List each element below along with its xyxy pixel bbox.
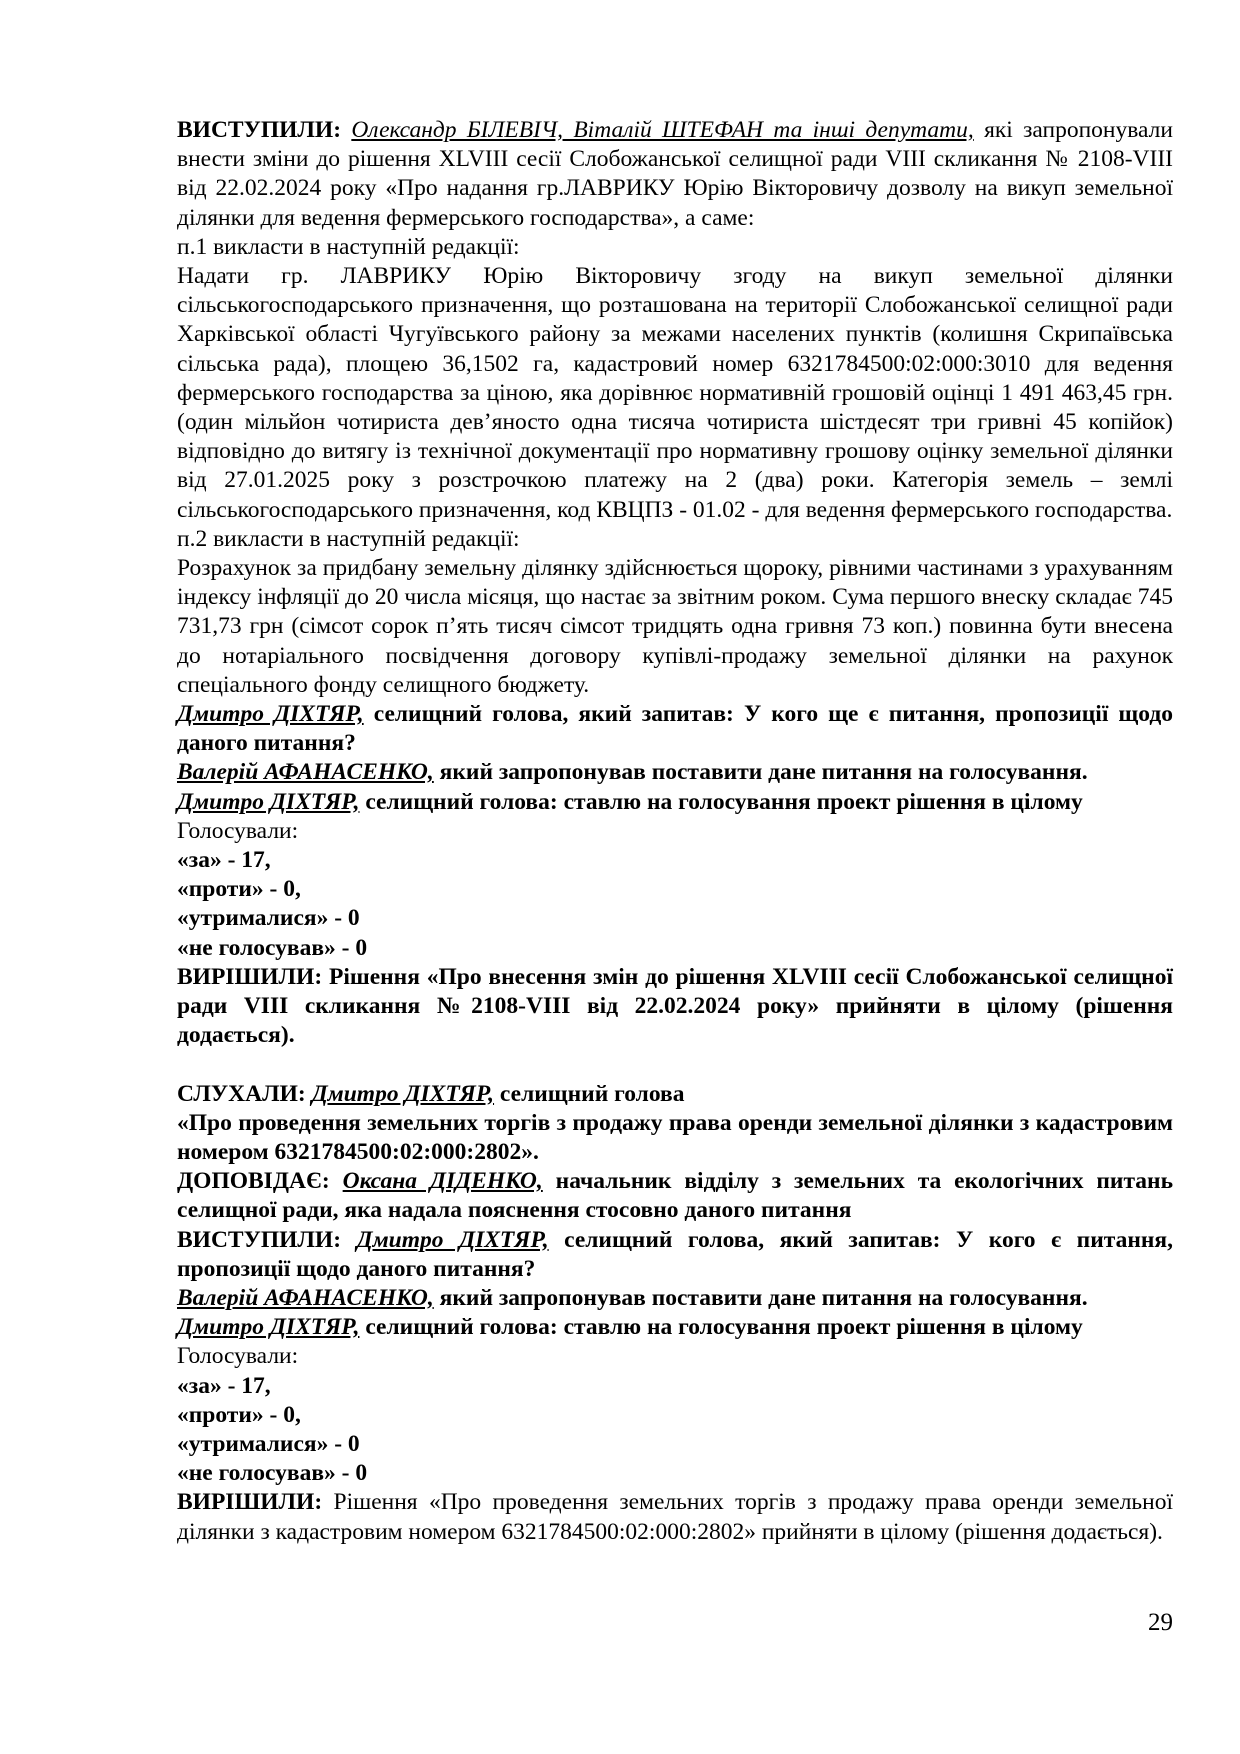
vote-call-speaker-2: Дмитро ДІХТЯР, xyxy=(177,1314,360,1341)
vote-for: «за» - 17, xyxy=(177,847,271,874)
topic-paragraph: «Про проведення земельних торгів з продажу права оренди земельної ділянки з кадастровим номером 6321784500:02:000:2802». xyxy=(177,1109,1173,1165)
report-speaker: Оксана ДІДЕНКО, xyxy=(342,1168,543,1195)
question-speaker: Дмитро ДІХТЯР, xyxy=(177,701,364,728)
decision-label-2: ВИРІШИЛИ: xyxy=(177,1489,323,1516)
proposal-paragraph-2 xyxy=(177,1284,1173,1313)
vote-call-paragraph-2 xyxy=(177,1313,1173,1342)
speakers-names: Олександр БІЛЕВІЧ, Віталій ШТЕФАН та інші депутати, xyxy=(351,117,974,143)
proposal-speaker: Валерій АФАНАСЕНКО, xyxy=(177,759,434,786)
vote-abstained-2: «утрималися» - 0 xyxy=(177,1430,360,1457)
p2-heading: п.2 викласти в наступній редакції: xyxy=(177,525,520,552)
proposal-speaker-2: Валерій АФАНАСЕНКО, xyxy=(177,1284,434,1311)
question-paragraph xyxy=(177,700,1173,758)
report-text: начальник відділу з земельних та екологічних питань селищної ради, яка надала пояснення стосовно даного питання xyxy=(177,1168,1173,1224)
proposal-text-2: який запропонував поставити дане питання на голосування. xyxy=(433,1284,1088,1311)
vote-not-voted-2: «не голосував» - 0 xyxy=(177,1460,368,1487)
proposal-paragraph xyxy=(177,758,1173,787)
decision-label: ВИРІШИЛИ: xyxy=(177,963,323,990)
report-label: ДОПОВІДАЄ: xyxy=(177,1168,330,1195)
heard-paragraph xyxy=(177,1080,1173,1109)
vote-call-text: селищний голова: ставлю на голосування проект рішення в цілому xyxy=(359,788,1083,815)
vote-for-2: «за» - 17, xyxy=(177,1372,271,1399)
p2-text: Розрахунок за придбану земельну ділянку здійснюється щороку, рівними частинами з урахуванням індексу інфляції до 20 числа місяця, що настає за звітним роком. Сума першого внеску складає 745 731,73 грн (сімсот сорок п’ять тисяч сімсот тридцять одна гривня 73 коп.) повинна бути внесена до нотаріального посвідчення договору купівлі-продажу земельної ділянки на рахунок спеціального фонду селищного бюджету. xyxy=(177,555,1173,698)
voted-label-2: Голосували: xyxy=(177,1343,299,1370)
decision-paragraph xyxy=(177,963,1173,1051)
decision-paragraph-2 xyxy=(177,1488,1173,1546)
section-spacer xyxy=(177,1051,1173,1080)
report-paragraph xyxy=(177,1167,1173,1225)
p1-text: Надати гр. ЛАВРИКУ Юрію Вікторовичу згоду на викуп земельної ділянки сільськогосподарського призначення, що розташована на території Слобожанської селищної ради Харківської області Чугуївського району за межами населених пунктів (колишня Скрипаївська сільська рада), площею 36,1502 га, кадастровий номер 6321784500:02:000:3010 для ведення фермерського господарства за ціною, яка дорівнює нормативній грошовій оцінці 1 491 463,45 грн. (один мільйон чотириста дев’яносто одна тисяча чотириста шістдесят три гривні 45 копійок) відповідно до витягу із технічної документації про нормативну грошову оцінку земельної ділянки від 27.01.2025 року з розстрочкою платежу на 2 (два) роки. Категорія земель – землі сільськогосподарського призначення, код КВЦПЗ - 01.02 - для ведення фермерського господарства. xyxy=(177,263,1173,523)
p1-heading: п.1 викласти в наступній редакції: xyxy=(177,233,520,260)
spoke-label: ВИСТУПИЛИ: xyxy=(177,1226,342,1253)
heard-speaker: Дмитро ДІХТЯР, xyxy=(311,1080,495,1107)
speakers-label: ВИСТУПИЛИ: xyxy=(177,117,342,143)
proposal-text: який запропонував поставити дане питання на голосування. xyxy=(433,759,1088,786)
vote-against-2: «проти» - 0, xyxy=(177,1401,301,1428)
intro-text: які запропонували внести зміни до рішення XLVIII сесії Слобожанської селищної ради VIII скликання № 2108-VIII від 22.02.2024 року «Про надання гр.ЛАВРИКУ Юрію Вікторовичу дозволу на викуп земельної ділянки для ведення фермерського господарства», а саме: xyxy=(177,117,1173,231)
vote-call-text-2: селищний голова: ставлю на голосування проект рішення в цілому xyxy=(359,1314,1083,1341)
question-text: селищний голова, який запитав: У кого ще є питання, пропозиції щодо даного питання? xyxy=(177,701,1173,757)
heard-label: СЛУХАЛИ: xyxy=(177,1080,306,1107)
vote-not-voted: «не голосував» - 0 xyxy=(177,934,368,961)
vote-call-paragraph xyxy=(177,788,1173,817)
spoke-paragraph xyxy=(177,1226,1173,1284)
page-number: 29 xyxy=(1148,1609,1173,1636)
decision-text-2: Рішення «Про проведення земельних торгів з продажу права оренди земельної ділянки з кадастровим номером 6321784500:02:000:2802» прийняти в цілому (рішення додається). xyxy=(177,1489,1173,1545)
voted-label: Голосували: xyxy=(177,817,299,844)
page-content xyxy=(177,116,1173,1547)
vote-abstained: «утрималися» - 0 xyxy=(177,905,360,932)
vote-call-speaker: Дмитро ДІХТЯР, xyxy=(177,788,360,815)
spoke-text: селищний голова, який запитав: У кого є питання, пропозиції щодо даного питання? xyxy=(177,1226,1173,1282)
heard-role: селищний голова xyxy=(494,1080,685,1107)
decision-text: Рішення «Про внесення змін до рішення XLVIII сесії Слобожанської селищної ради VIII скликання №2108-VIII від 22.02.2024 року» прийняти в цілому (рішення додається). xyxy=(177,963,1173,1049)
spoke-speaker: Дмитро ДІХТЯР, xyxy=(356,1226,549,1253)
vote-against: «проти» - 0, xyxy=(177,876,301,903)
block1-intro-paragraph xyxy=(177,116,1173,233)
